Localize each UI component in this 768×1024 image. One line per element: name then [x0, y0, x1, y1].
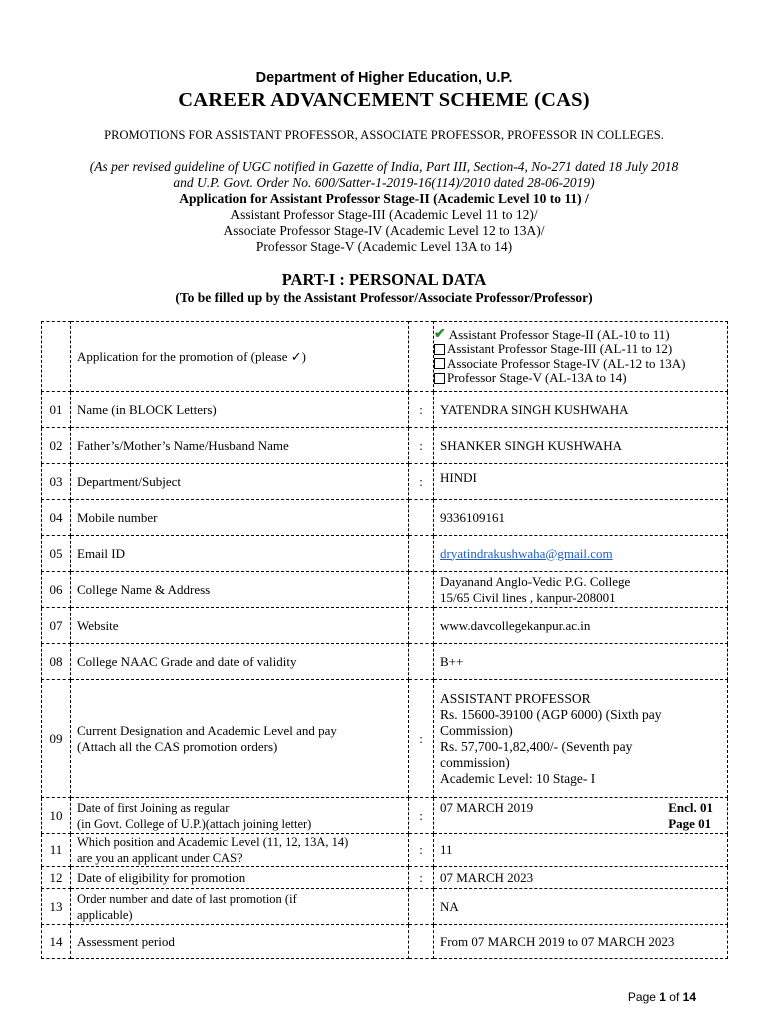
table-row [42, 500, 728, 536]
guideline-line-2: and U.P. Govt. Order No. 600/Satter-1-2019-16(114)/2010 dated 28-06-2019) [173, 175, 595, 190]
table-row [42, 867, 728, 889]
checkbox[interactable] [434, 344, 445, 355]
table-row-promotion [42, 322, 728, 392]
college-address: 15/65 Civil lines , kanpur-208001 [440, 589, 616, 605]
page-number: 1 [659, 990, 666, 1004]
table-row [42, 392, 728, 428]
designation-line: Rs. 15600-39100 (AGP 6000) (Sixth pay [440, 706, 662, 722]
field-label: Website [71, 608, 409, 644]
colon: : [409, 680, 434, 798]
application-line-3: Associate Professor Stage-IV (Academic Level 12 to 13A)/ [223, 223, 545, 238]
table-row [42, 464, 728, 500]
row-number: 14 [42, 925, 71, 959]
colon: : [409, 834, 434, 867]
table-row [42, 536, 728, 572]
row-number: 06 [42, 572, 71, 608]
promotion-option-stage-v[interactable] [434, 371, 721, 386]
colon: : [409, 392, 434, 428]
designation-line: Academic Level: 10 Stage- I [440, 770, 596, 786]
table-row [42, 798, 728, 834]
row-number: 11 [42, 834, 71, 867]
option-label: Assistant Professor Stage-III (AL-11 to 12) [447, 341, 673, 356]
joining-value [434, 798, 728, 834]
row-number: 03 [42, 464, 71, 500]
option-label: Assistant Professor Stage-II (AL-10 to 11) [448, 326, 670, 342]
row-number: 13 [42, 889, 71, 925]
field-label: Name (in BLOCK Letters) [71, 392, 409, 428]
row-number: 08 [42, 644, 71, 680]
position-value: 11 [434, 834, 728, 867]
promotion-option-stage-iv[interactable] [434, 357, 721, 372]
field-label: Assessment period [71, 925, 409, 959]
joining-label-line-2: (in Govt. College of U.P.)(attach joining letter) [77, 816, 312, 831]
promotion-options [434, 322, 728, 392]
field-label [71, 834, 409, 867]
enclosure-number: Encl. 01 [668, 800, 713, 815]
joining-label-line-1: Date of first Joining as regular [77, 800, 230, 815]
promotions-line: PROMOTIONS FOR ASSISTANT PROFESSOR, ASSOCIATE PROFESSOR, PROFESSOR IN COLLEGES. [104, 128, 664, 142]
field-label [71, 680, 409, 798]
college-address-value [434, 572, 728, 608]
naac-grade-value: B++ [434, 644, 728, 680]
position-label-line-1: Which position and Academic Level (11, 12, 13A, 14) [77, 835, 349, 849]
table-row [42, 644, 728, 680]
guideline-line-1: (As per revised guideline of UGC notified in Gazette of India, Part III, Section-4, No-271 dated 18 July 2018 [89, 159, 679, 174]
joining-date: 07 MARCH 2019 [440, 800, 534, 815]
last-promotion-value: NA [434, 889, 728, 925]
field-label: College Name & Address [71, 572, 409, 608]
website-value: www.davcollegekanpur.ac.in [434, 608, 728, 644]
field-label: College NAAC Grade and date of validity [71, 644, 409, 680]
row-number: 10 [42, 798, 71, 834]
page-total: 14 [682, 990, 696, 1004]
application-line-4: Professor Stage-V (Academic Level 13A to 14) [255, 239, 513, 254]
designation-label-line-1: Current Designation and Academic Level and pay [77, 722, 337, 738]
colon: : [409, 867, 434, 889]
colon: : [409, 428, 434, 464]
page-word: Page [627, 990, 660, 1004]
field-label: Date of eligibility for promotion [71, 867, 409, 889]
field-label: Department/Subject [71, 464, 409, 500]
enclosure-page: Page 01 [668, 816, 712, 831]
table-row [42, 834, 728, 867]
row-number: 04 [42, 500, 71, 536]
promotion-option-stage-ii[interactable] [434, 328, 721, 343]
promotion-order-label-line-1: Order number and date of last promotion (if [77, 891, 297, 906]
designation-value [434, 680, 728, 798]
table-row [42, 889, 728, 925]
designation-line: Rs. 57,700-1,82,400/- (Seventh pay [440, 738, 633, 754]
father-name-value: SHANKER SINGH KUSHWAHA [434, 428, 728, 464]
position-label-line-2: are you an applicant under CAS? [77, 851, 243, 865]
name-value: YATENDRA SINGH KUSHWAHA [434, 392, 728, 428]
assessment-period-value: From 07 MARCH 2019 to 07 MARCH 2023 [434, 925, 728, 959]
field-label: Email ID [71, 536, 409, 572]
row-number: 02 [42, 428, 71, 464]
promotion-option-stage-iii[interactable] [434, 342, 721, 357]
department-value: HINDI [434, 464, 728, 500]
row-number: 01 [42, 392, 71, 428]
row-number: 07 [42, 608, 71, 644]
enclosure-ref [668, 800, 713, 832]
table-row [42, 680, 728, 798]
eligibility-value: 07 MARCH 2023 [434, 867, 728, 889]
table-row [42, 925, 728, 959]
personal-data-table [41, 321, 728, 959]
email-link[interactable]: dryatindrakushwaha@gmail.com [440, 545, 613, 561]
part-title: PART-I : PERSONAL DATA [281, 270, 487, 289]
field-label [71, 798, 409, 834]
table-row [42, 428, 728, 464]
of-word: of [665, 990, 683, 1004]
guideline-note [0, 159, 768, 191]
checkbox[interactable] [434, 373, 445, 384]
field-label: Mobile number [71, 500, 409, 536]
table-row [42, 572, 728, 608]
option-label: Associate Professor Stage-IV (AL-12 to 13A) [447, 355, 686, 371]
mobile-value: 9336109161 [434, 500, 728, 536]
colon: : [409, 464, 434, 500]
row-number: 09 [42, 680, 71, 798]
designation-line: Commission) [440, 722, 513, 738]
colon: : [409, 798, 434, 834]
check-mark-icon[interactable]: ✔ [434, 326, 446, 342]
row-number: 12 [42, 867, 71, 889]
application-line-1: Application for Assistant Professor Stage-II (Academic Level 10 to 11) / [179, 191, 589, 206]
designation-line: ASSISTANT PROFESSOR [440, 690, 591, 706]
promotion-order-label-line-2: applicable) [77, 907, 133, 922]
part-subtitle: (To be filled up by the Assistant Professor/Associate Professor/Professor) [175, 290, 593, 305]
option-label: Professor Stage-V (AL-13A to 14) [447, 370, 627, 385]
field-label [71, 889, 409, 925]
department-heading: Department of Higher Education, U.P. [255, 70, 513, 86]
row-number: 05 [42, 536, 71, 572]
designation-line: commission) [440, 754, 510, 770]
application-types [0, 191, 768, 255]
promotion-label: Application for the promotion of (please ✓) [71, 322, 409, 392]
page-footer [628, 990, 696, 1004]
table-row [42, 608, 728, 644]
designation-label-line-2: (Attach all the CAS promotion orders) [77, 738, 278, 754]
checkbox[interactable] [434, 358, 445, 369]
document-title: CAREER ADVANCEMENT SCHEME (CAS) [178, 89, 590, 111]
field-label: Father’s/Mother’s Name/Husband Name [71, 428, 409, 464]
application-line-2: Assistant Professor Stage-III (Academic Level 11 to 12)/ [230, 207, 538, 222]
college-name: Dayanand Anglo-Vedic P.G. College [440, 573, 631, 589]
